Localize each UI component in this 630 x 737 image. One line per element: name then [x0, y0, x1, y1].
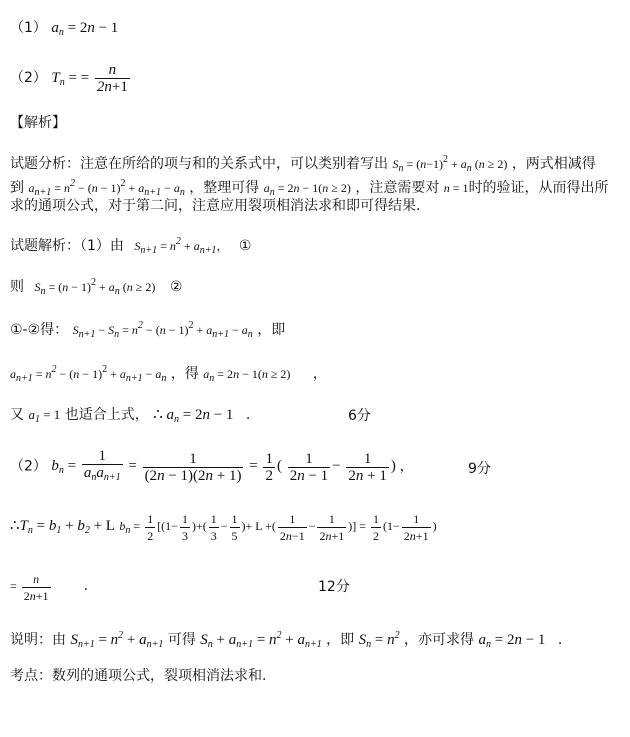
formula-note-2: $S_n + a_{n+1} = n^2 + a_{n+1}$	[200, 630, 322, 650]
solution-text: ，得	[170, 366, 199, 382]
solution-text: （2）	[10, 458, 47, 475]
analysis-text: ，整理可得	[189, 180, 260, 196]
analysis-text: 时的验证，从而得出所	[468, 180, 609, 196]
solution-final: = $\frac{n}{2n+1}$ .	[10, 571, 89, 603]
formula-an: $a_n = 2n - 1(n \ge 2)$	[263, 181, 351, 198]
formula-note-3: $S_n = n^2$	[358, 630, 400, 650]
answer-1-label: （1）	[10, 20, 47, 36]
score-6: 6分	[348, 408, 371, 424]
formula-an1: $a_{n+1} = n^2 - (n - 1)^2 + a_{n+1} - a_n$	[10, 364, 167, 384]
formula-note-4: $a_n = 2n - 1$	[478, 632, 546, 650]
answer-1-formula: $a_n = 2n - 1$	[51, 20, 119, 38]
note-text: 说明：由	[10, 632, 66, 648]
formula-an: $a_n = 2n - 1(n \ge 2)$	[203, 367, 291, 384]
formula-sn: $S_n = (n - 1)^2 + a_n$ (n ≥ 2)	[34, 277, 156, 297]
note-text: ，即	[326, 632, 355, 648]
solution-subtract	[10, 316, 285, 345]
solution-tn	[10, 508, 437, 549]
answer-2	[10, 62, 132, 95]
formula-tn-sum: $\therefore T_n = b_1 + b_2 + L$	[10, 518, 115, 536]
jiexi-title: 【解析】	[10, 115, 66, 131]
note: 说明：由 $S_{n+1} = n^2 + a_{n+1}$ 可得 $S_n + a_{n+1} = n^2 + a_{n+1}$ ，即 $S_n = n^2$ ，亦可求得 $a_n = 2n - 1$ .	[10, 630, 563, 650]
score-12: 12分	[318, 579, 350, 595]
analysis-text: ，注意需要对	[355, 180, 440, 196]
formula-n1: n = 1	[443, 181, 469, 195]
solution-result: $a_{n+1} = n^2 - (n - 1)^2 + a_{n+1} - a_n$ ，得 $a_n = 2n - 1(n \ge 2)$ ，	[10, 364, 327, 384]
analysis-text: 试题分析：注意在所给的项与和的关系式中，可以类别着写出	[10, 156, 388, 172]
formula-diff: $S_{n+1} - S_n = n^2 - (n - 1)^2 + a_{n+1} - a_n$	[72, 320, 253, 340]
analysis-text: 到	[10, 180, 24, 196]
formula-an1: $a_{n+1} = n^2 - (n - 1)^2 + a_{n+1} - a_n$	[28, 178, 185, 198]
solution-intro	[10, 232, 251, 261]
formula-a1: $a_1 = 1$	[28, 407, 61, 425]
marker-1: ①	[238, 238, 252, 254]
solution-also: 又 $a_1 = 1$ 也适合上式， ∴ $a_n = 2n - 1$ .	[10, 407, 251, 425]
solution-text: 试题解析：（1）由	[10, 238, 124, 254]
formula-an-final: ∴ $a_n = 2n - 1$	[153, 407, 234, 425]
answer-2-formula: $T_n$ = = $\frac{n}{2n+1}$	[51, 62, 128, 95]
solution-text: 也适合上式，	[64, 407, 149, 423]
formula-sn1: $S_{n+1} = n^2 + a_{n+1}$，	[134, 236, 229, 256]
solution-text: 又	[10, 407, 24, 423]
note-text: 可得	[167, 632, 196, 648]
solution-text: ，即	[257, 322, 286, 338]
solution-text: ①-②得：	[10, 322, 69, 338]
score-9: 9分	[468, 461, 491, 477]
formula-note-1: $S_{n+1} = n^2 + a_{n+1}$	[70, 630, 164, 650]
solution-part2: （2） $b_n$ = $\frac{1}{a_na_{n+1}}$ = $\frac{1}{(2n - 1)(2n + 1)}$ = $\frac{1}{2}$ ( $\frac{1}{2n - 1}$ − $\frac{1}{2n + 1}$ ) ，	[10, 448, 414, 484]
formula-sn: $S_n = (n-1)^2 + a_n$ (n ≥ 2)	[392, 154, 508, 174]
answer-1	[10, 18, 118, 43]
formula-tn-telescope: $b_n$ = $\frac{1}{2}$ [(1− $\frac{1}{3}$ )+( $\frac{1}{3}$ − $\frac{1}{5}$ )+ L +( $\frac{1}{2n-1}$ − $\frac{1}{2n+1}$ )] = $\frac{1}{2}$ (1− $\frac{1}{2n+1}$ )	[119, 511, 437, 543]
note-text: ，亦可求得	[404, 632, 475, 648]
analysis-line-3: 求的通项公式，对于第二问，注意应用裂项相消法求和即可得结果.	[10, 198, 421, 214]
formula-bn: $b_n$ = $\frac{1}{a_na_{n+1}}$ = $\frac{1}{(2n - 1)(2n + 1)}$ = $\frac{1}{2}$ ( $\frac{1}{2n - 1}$ − $\frac{1}{2n + 1}$ )	[51, 448, 396, 484]
kaodian: 考点：数列的通项公式，裂项相消法求和.	[10, 668, 267, 684]
solution-then	[10, 273, 182, 302]
formula-tn-final: = $\frac{n}{2n+1}$	[10, 571, 49, 603]
solution-text: 则	[10, 279, 24, 295]
analysis-text: ，两式相减得	[511, 156, 596, 172]
marker-2: ②	[169, 279, 183, 295]
answer-2-label: （2）	[10, 69, 47, 86]
